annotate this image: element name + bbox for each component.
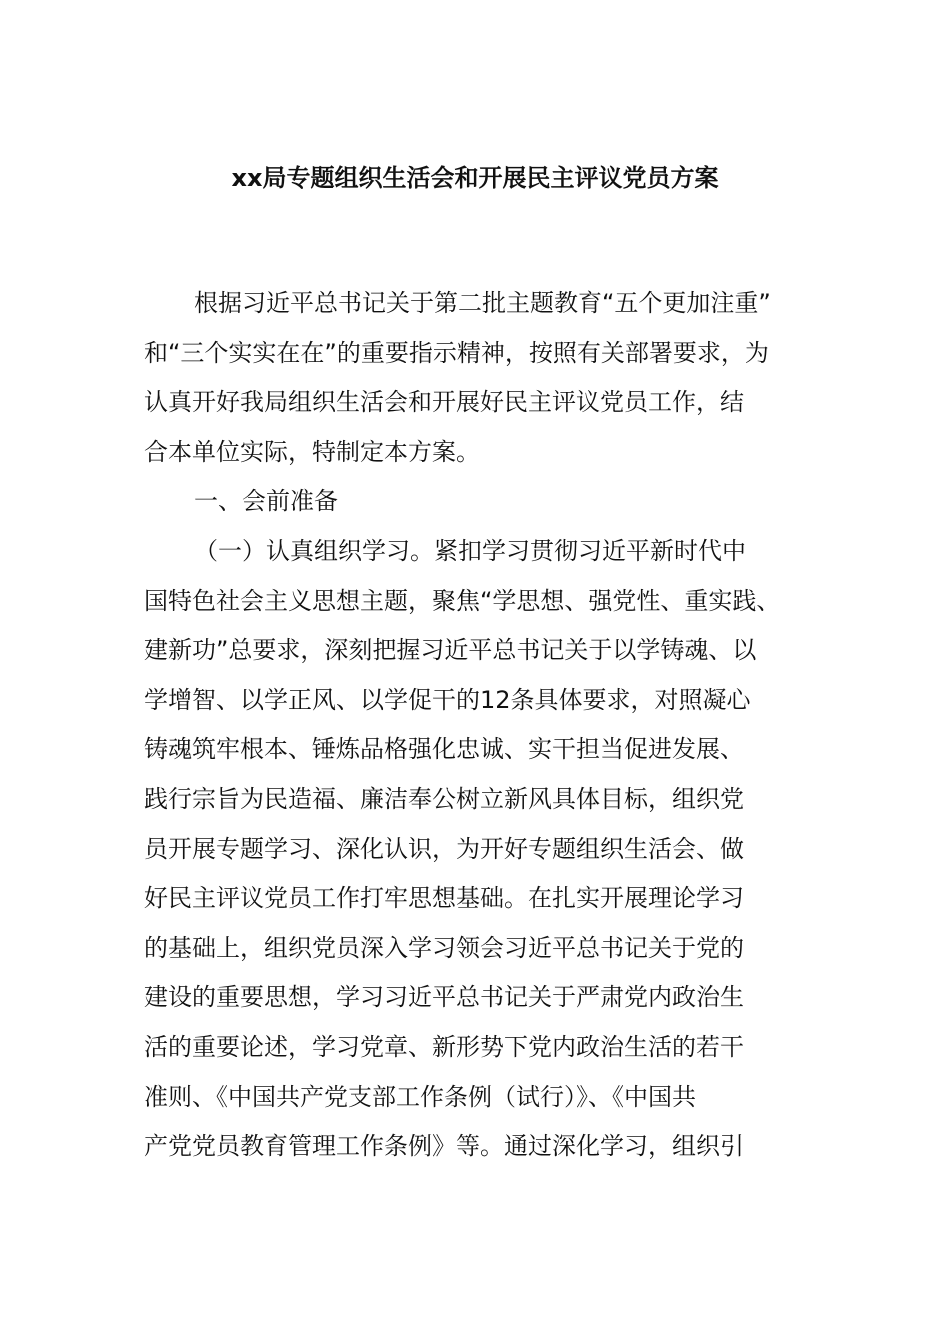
paragraph-line: 准则、《中国共产党支部工作条例（试行）》、《中国共 — [144, 1082, 696, 1111]
paragraph-line: 建设的重要思想，学习习近平总书记关于严肃党内政治生 — [144, 983, 744, 1012]
document-title: xx局专题组织生活会和开展民主评议党员方案 — [231, 164, 719, 192]
paragraph-line: 员开展专题学习、深化认识，为开好专题组织生活会、做 — [144, 834, 744, 863]
paragraph-line: （一）认真组织学习。紧扣学习贯彻习近平新时代中 — [194, 536, 746, 565]
paragraph-line: 认真开好我局组织生活会和开展好民主评议党员工作，结 — [144, 388, 744, 417]
paragraph-line: 国特色社会主义思想主题，聚焦“学思想、强党性、重实践、 — [144, 586, 781, 615]
paragraph-line: 铸魂筑牢根本、锤炼品格强化忠诚、实干担当促进发展、 — [144, 735, 744, 764]
paragraph-line: 活的重要论述，学习党章、新形势下党内政治生活的若干 — [144, 1032, 744, 1061]
paragraph-line: 践行宗旨为民造福、廉洁奉公树立新风具体目标，组织党 — [144, 784, 744, 813]
paragraph-line: 学增智、以学正风、以学促干的12条具体要求，对照凝心 — [144, 685, 751, 714]
section-heading: 一、会前准备 — [194, 487, 338, 516]
document-body — [144, 279, 824, 1172]
paragraph-line: 的基础上，组织党员深入学习领会习近平总书记关于党的 — [144, 933, 744, 962]
paragraph-line: 好民主评议党员工作打牢思想基础。在扎实开展理论学习 — [144, 884, 744, 913]
paragraph-line: 根据习近平总书记关于第二批主题教育“五个更加注重” — [194, 289, 771, 317]
paragraph-line: 建新功”总要求，深刻把握习近平总书记关于以学铸魂、以 — [144, 636, 757, 665]
paragraph-line: 合本单位实际，特制定本方案。 — [144, 437, 480, 466]
paragraph-line: 产党党员教育管理工作条例》等。通过深化学习，组织引 — [144, 1132, 744, 1161]
paragraph-line: 和“三个实实在在”的重要指示精神，按照有关部署要求，为 — [144, 338, 769, 367]
